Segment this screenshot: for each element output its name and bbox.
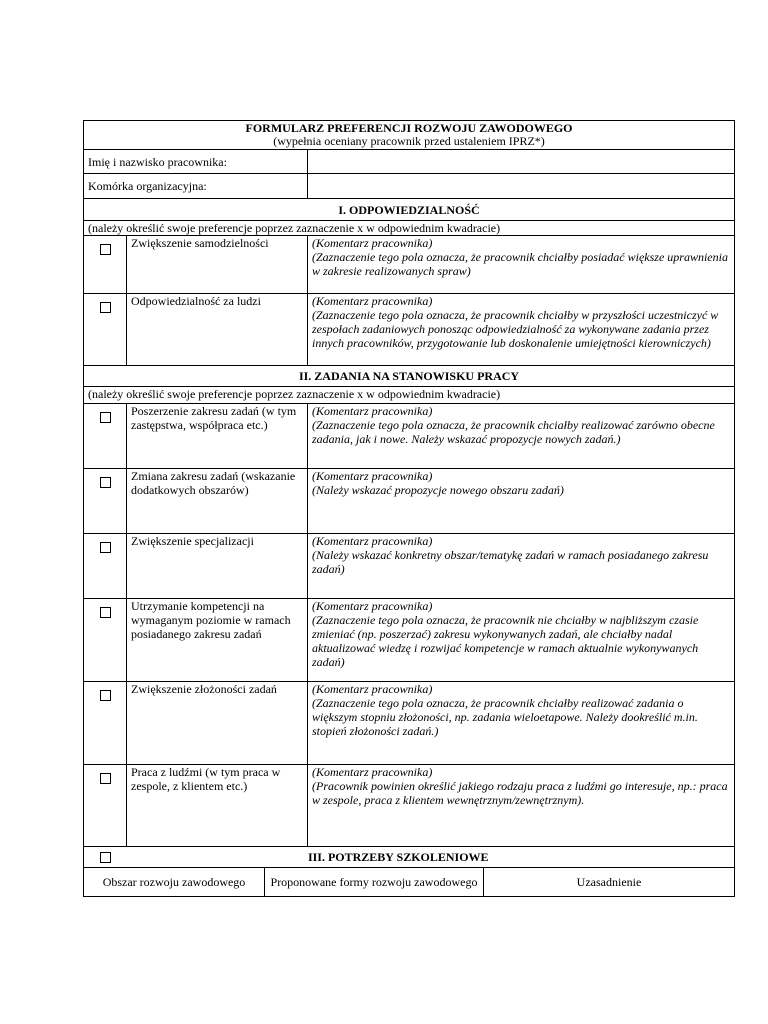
comment-title: (Komentarz pracownika): [312, 599, 433, 613]
comment-title: (Komentarz pracownika): [312, 534, 433, 548]
section-2-item: [84, 469, 735, 534]
checkbox-s2-item-2[interactable]: [100, 477, 111, 488]
comment-cell[interactable]: [308, 534, 735, 599]
comment-text: (Zaznaczenie tego pola oznacza, że pracownik chciałby w przyszłości uczestniczyć w zespołach zadaniowych ponosząc odpowiedzialność za wykonywane zadania przez innych pracowników, przygotowanie lub doskonalenie umiejętności kierowniczych): [312, 308, 719, 350]
comment-title: (Komentarz pracownika): [312, 765, 433, 779]
column-header-justification: Uzasadnienie: [484, 868, 735, 897]
comment-text: (Zaznaczenie tego pola oznacza, że pracownik chciałby posiadać większe uprawnienia w zakresie realizowanych spraw): [312, 250, 728, 278]
section-1-item: [84, 236, 735, 294]
comment-cell[interactable]: [308, 599, 735, 682]
comment-cell[interactable]: [308, 404, 735, 469]
checkbox-s2-item-1[interactable]: [100, 412, 111, 423]
org-unit-row: [84, 174, 735, 199]
form-subtitle: (wypełnia oceniany pracownik przed ustaleniem IPRZ*): [273, 134, 545, 148]
training-needs-table: [83, 867, 735, 897]
comment-cell[interactable]: [308, 469, 735, 534]
org-unit-label: Komórka organizacyjna:: [84, 174, 308, 199]
section-3-header: [84, 847, 735, 868]
form-title: FORMULARZ PREFERENCJI ROZWOJU ZAWODOWEGO: [245, 121, 573, 135]
section-3-title: III. POTRZEBY SZKOLENIOWE: [307, 850, 489, 864]
checkbox-s2-item-4[interactable]: [100, 607, 111, 618]
section-2-item: [84, 534, 735, 599]
comment-title: (Komentarz pracownika): [312, 236, 433, 250]
checkbox-s1-item-1[interactable]: [100, 244, 111, 255]
comment-title: (Komentarz pracownika): [312, 294, 433, 308]
checkbox-s2-item-3[interactable]: [100, 542, 111, 553]
section-2-item: [84, 599, 735, 682]
comment-text: (Należy wskazać propozycje nowego obszaru zadań): [312, 483, 564, 497]
section-1-item: [84, 294, 735, 366]
item-label: Praca z ludźmi (w tym praca w zespole, z klientem etc.): [127, 765, 308, 847]
checkbox-s2-item-6[interactable]: [100, 773, 111, 784]
comment-text: (Zaznaczenie tego pola oznacza, że pracownik chciałby realizować zadania o większym stopniu złożoności, np. zadania wieloetapowe. Należy dookreślić m.in. stopień złożoności zadań.): [312, 696, 698, 738]
item-label: Odpowiedzialność za ludzi: [127, 294, 308, 366]
form-page: [83, 120, 734, 897]
section-1-instruction: (należy określić swoje preferencje poprzez zaznaczenie x w odpowiednim kwadracie): [84, 221, 735, 236]
section-1-instruction-row: [84, 221, 735, 236]
comment-text: (Zaznaczenie tego pola oznacza, że pracownik chciałby realizować zarówno obecne zadania, jak i nowe. Należy wskazać propozycje nowych zadań.): [312, 418, 715, 446]
section-2-instruction: (należy określić swoje preferencje poprzez zaznaczenie x w odpowiednim kwadracie): [84, 387, 735, 404]
comment-text: (Zaznaczenie tego pola oznacza, że pracownik nie chciałby w najbliższym czasie zmieniać (np. poszerzać) zakresu wykonywanych zadań, ale chciałby nadal aktualizować wiedzę i rozwijać kompetencje w ramach aktualnie wykonywanych zadań): [312, 613, 699, 669]
checkbox-s1-item-2[interactable]: [100, 302, 111, 313]
column-header-forms: Proponowane formy rozwoju zawodowego: [265, 868, 484, 897]
item-label: Zwiększenie złożoności zadań: [127, 682, 308, 765]
section-2-instruction-row: [84, 387, 735, 404]
preferences-form-table: [83, 120, 735, 868]
comment-text: (Pracownik powinien określić jakiego rodzaju praca z ludźmi go interesuje, np.: praca w zespole, praca z klientem wewnętrznym/zewnętrznym).: [312, 779, 728, 807]
employee-name-field[interactable]: [308, 150, 735, 174]
item-label: Zwiększenie samodzielności: [127, 236, 308, 294]
item-label: Zmiana zakresu zadań (wskazanie dodatkowych obszarów): [127, 469, 308, 534]
section-1-title: I. ODPOWIEDZIALNOŚĆ: [84, 199, 735, 221]
comment-title: (Komentarz pracownika): [312, 682, 433, 696]
comment-cell[interactable]: [308, 236, 735, 294]
comment-cell[interactable]: [308, 765, 735, 847]
comment-cell[interactable]: [308, 682, 735, 765]
section-2-item: [84, 682, 735, 765]
section-2-title: II. ZADANIA NA STANOWISKU PRACY: [84, 366, 735, 387]
section-1-header: [84, 199, 735, 221]
section-2-header: [84, 366, 735, 387]
item-label: Poszerzenie zakresu zadań (w tym zastępstwa, współpraca etc.): [127, 404, 308, 469]
org-unit-field[interactable]: [308, 174, 735, 199]
form-header-row: [84, 121, 735, 150]
comment-title: (Komentarz pracownika): [312, 469, 433, 483]
item-label: Utrzymanie kompetencji na wymaganym poziomie w ramach posiadanego zakresu zadań: [127, 599, 308, 682]
checkbox-s3[interactable]: [100, 852, 111, 863]
section-2-item: [84, 404, 735, 469]
comment-title: (Komentarz pracownika): [312, 404, 433, 418]
training-needs-header-row: [84, 868, 735, 897]
comment-text: (Należy wskazać konkretny obszar/tematykę zadań w ramach posiadanego zakresu zadań): [312, 548, 709, 576]
comment-cell[interactable]: [308, 294, 735, 366]
item-label: Zwiększenie specjalizacji: [127, 534, 308, 599]
employee-name-row: [84, 150, 735, 174]
checkbox-s2-item-5[interactable]: [100, 690, 111, 701]
employee-name-label: Imię i nazwisko pracownika:: [84, 150, 308, 174]
section-2-item: [84, 765, 735, 847]
column-header-area: Obszar rozwoju zawodowego: [84, 868, 265, 897]
